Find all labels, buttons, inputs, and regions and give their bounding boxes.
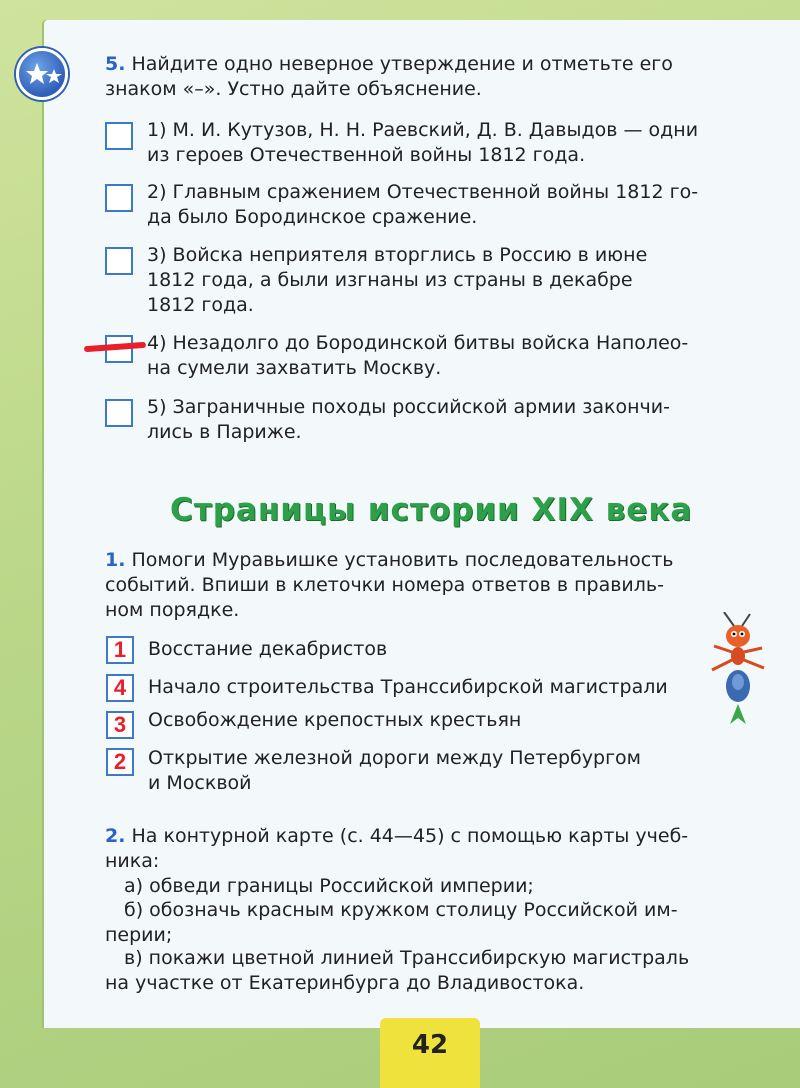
answer-box-3[interactable]: 3 <box>106 711 134 739</box>
answer-text-4-line1: Открытие железной дороги между Петербургом <box>148 747 642 769</box>
option-2-line1: 2) Главным сражением Отечественной войны 1812 го- <box>147 181 699 203</box>
task2-item-b-line2: перии; <box>105 924 173 946</box>
answer-box-4[interactable]: 2 <box>106 748 134 776</box>
option-4-line1: 4) Незадолго до Бородинской битвы войска Наполео- <box>147 332 689 354</box>
task2-prompt <box>105 824 765 874</box>
task1-line2: событий. Впиши в клеточки номера ответов в правиль- <box>105 574 664 596</box>
option-5-line1: 5) Заграничные походы российской армии закончи- <box>147 396 670 418</box>
stars-badge-icon <box>16 48 68 100</box>
option-1-line2: из героев Отечественной войны 1812 года. <box>147 144 586 166</box>
option-2-line2: да было Бородинское сражение. <box>147 206 478 228</box>
task1-prompt <box>105 548 765 623</box>
answer-text-2: Начало строительства Транссибирской магистрали <box>148 676 668 698</box>
option-2-checkbox[interactable] <box>105 184 133 212</box>
task2-line2: ника: <box>105 850 160 872</box>
task2-item-c-line1: в) покажи цветной линией Транссибирскую магистраль <box>124 947 690 969</box>
section-heading: Страницы истории XIX века <box>170 492 693 528</box>
answer-text-4-line2: и Москвой <box>148 772 252 794</box>
task2-number: 2. <box>105 825 126 847</box>
task5-number: 5. <box>105 53 126 75</box>
option-5-checkbox[interactable] <box>105 399 133 427</box>
option-3-checkbox[interactable] <box>105 247 133 275</box>
option-1-checkbox[interactable] <box>105 122 133 150</box>
ant-character-icon <box>708 612 768 736</box>
task1-line3: ном порядке. <box>105 599 240 621</box>
task2-item-c <box>105 946 765 996</box>
task2-item-b <box>105 898 765 948</box>
task2-item-b-line1: б) обозначь красным кружком столицу Российской им- <box>124 899 678 921</box>
answer-box-1[interactable]: 1 <box>106 636 134 664</box>
page-number: 42 <box>411 1030 449 1060</box>
task1-number: 1. <box>105 549 126 571</box>
option-3-line3: 1812 года. <box>147 294 254 316</box>
option-5-line2: лись в Париже. <box>147 421 302 443</box>
task2-item-a: а) обведи границы Российской империи; <box>124 875 534 897</box>
option-3-line2: 1812 года, а были изгнаны из страны в декабре <box>147 269 633 291</box>
answer-text-1: Восстание декабристов <box>148 638 388 660</box>
option-1-line1: 1) М. И. Кутузов, Н. Н. Раевский, Д. В. Давыдов — одни <box>147 119 699 141</box>
task5-prompt <box>105 52 765 102</box>
option-3-line1: 3) Войска неприятеля вторглись в Россию в июне <box>147 244 648 266</box>
task1-line1: Помоги Муравьишке установить последовательность <box>131 549 674 571</box>
option-4-line2: на сумели захватить Москву. <box>147 357 442 379</box>
answer-text-3: Освобождение крепостных крестьян <box>148 709 522 731</box>
task2-item-c-line2: на участке от Екатеринбурга до Владивостока. <box>105 972 585 994</box>
task5-line2: знаком «–». Устно дайте объяснение. <box>105 78 482 100</box>
answer-box-2[interactable]: 4 <box>106 674 134 702</box>
task2-line1: На контурной карте (с. 44—45) с помощью карты учеб- <box>131 825 689 847</box>
task5-line1: Найдите одно неверное утверждение и отметьте его <box>131 53 673 75</box>
